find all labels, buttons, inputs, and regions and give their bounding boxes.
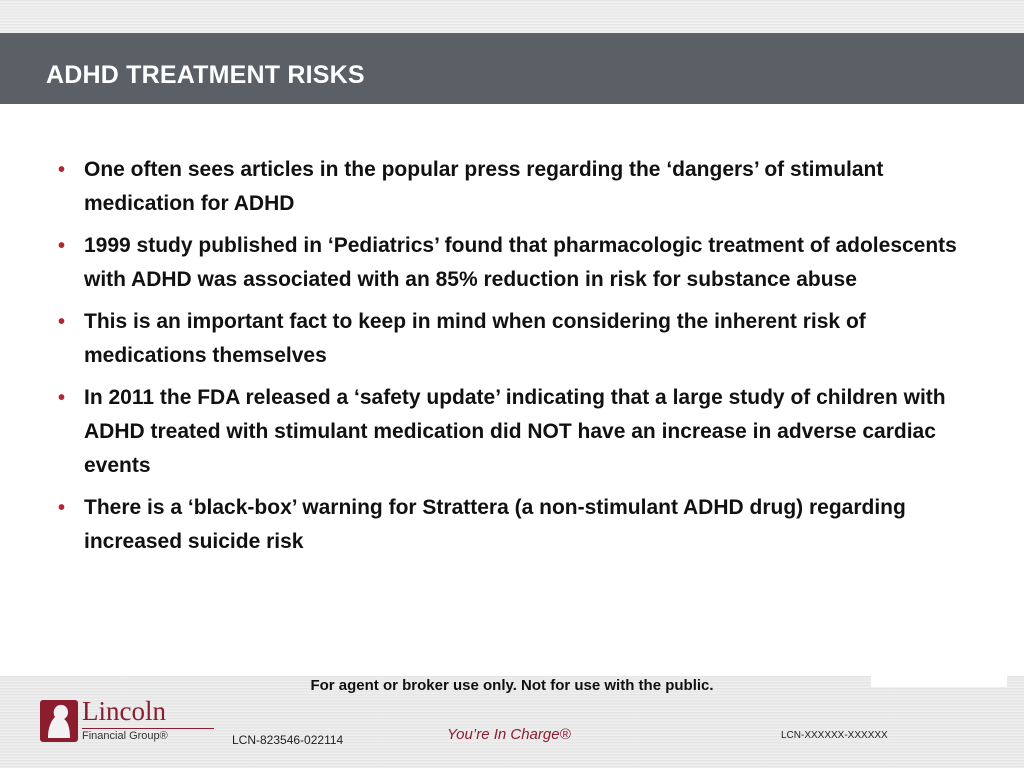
bullet-icon: • [58, 311, 66, 333]
lcn-code-right: LCN-XXXXXX-XXXXXX [781, 730, 888, 741]
footer-white-patch [871, 676, 1007, 687]
bullet-text: This is an important fact to keep in mind when considering the inherent risk of medications themselves [84, 310, 866, 367]
footer-disclaimer: For agent or broker use only. Not for use with the public. [310, 677, 714, 694]
brand-tagline: You’re In Charge® [447, 726, 571, 743]
slide-content [58, 153, 978, 567]
bullet-item [58, 381, 978, 483]
bullet-icon: • [58, 497, 66, 519]
bullet-item [58, 305, 978, 373]
bullet-list [58, 153, 978, 559]
lincoln-portrait-icon [40, 700, 78, 742]
logo-divider [82, 728, 214, 729]
bullet-item [58, 229, 978, 297]
slide-title: ADHD TREATMENT RISKS [46, 61, 365, 89]
logo-subtitle: Financial Group® [82, 730, 168, 742]
bullet-text: One often sees articles in the popular press regarding the ‘dangers’ of stimulant medication for ADHD [84, 158, 884, 215]
bullet-icon: • [58, 159, 66, 181]
lincoln-logo [40, 696, 190, 746]
logo-name: Lincoln [82, 696, 166, 726]
bullet-text: 1999 study published in ‘Pediatrics’ found that pharmacologic treatment of adolescents with ADHD was associated with an 85% reduction in risk for substance abuse [84, 234, 957, 291]
bullet-text: In 2011 the FDA released a ‘safety update’ indicating that a large study of children with ADHD treated with stimulant medication did NOT have an increase in adverse cardiac events [84, 386, 946, 477]
bullet-icon: • [58, 235, 66, 257]
lcn-code-left: LCN-823546-022114 [232, 733, 344, 747]
bullet-item [58, 491, 978, 559]
bullet-text: There is a ‘black-box’ warning for Strattera (a non-stimulant ADHD drug) regarding increased suicide risk [84, 496, 906, 553]
bullet-icon: • [58, 387, 66, 409]
top-texture-band [0, 0, 1024, 33]
bullet-item [58, 153, 978, 221]
